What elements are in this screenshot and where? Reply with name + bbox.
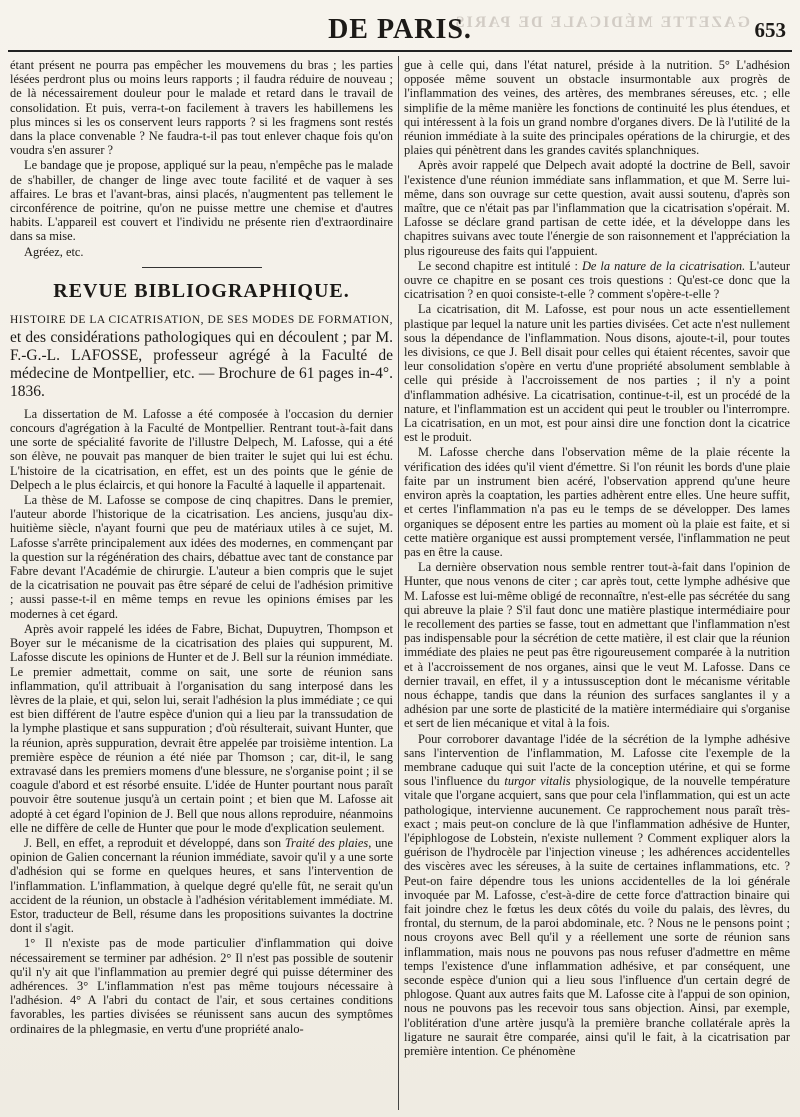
section-title: REVUE BIBLIOGRAPHIQUE. [53,279,350,302]
page-title: DE PARIS. [328,14,472,45]
show-through-text: GAZETTE MÉDICALE DE PARIS. [447,14,750,31]
text-run: L'auteur ouvre ce chapitre en se posant ces trois questions : Qu'est-ce donc que la cicatrisation ? en quoi consiste-t-elle ? comment s'opère-t-elle ? [404,258,790,302]
italic-title: De la nature de la cicatrisation. [581,258,746,273]
article-heading [10,310,393,401]
paragraph: La dernière observation nous semble rentrer tout-à-fait dans l'opinion de Hunter, que nous venons de citer ; car après tout, cette lymphe adhésive que M. Lafosse est lui-même obligé de reconnaître, n'est-elle pas sécrétée du sang qui abreuve la plaie ? S'il faut donc une matière plastique intermédiaire pour le recollement des parties se fasse, tout en admettant que l'inflammation n'est pas indispensable pour la sécrétion de cette matière, il est clair que la réunion immédiate des plaies ne peut pas être rigoureusement comparée à la nutrition et à l'accroissement de nos organes, ainsi que le veut M. Lafosse. Dans ce dernier travail, en effet, il y a intussusception dont le mécanisme véritable nous échappe, tandis que dans la réunion des surfaces sanglantes il y a adhésion par une sorte de plasticité de la matière intermédiaire qui s'organise et sert de lien mécanique et vital à la fois. [404,560,790,731]
paragraph: Après avoir rappelé que Delpech avait adopté la doctrine de Bell, savoir l'existence d'une réunion immédiate sans inflammation, et que M. Serre lui-même, dans son ouvrage sur cette question, avait aussi soutenu, d'après son maître, que ce n'était pas par l'inflammation que la cicatrisation s'opérait. M. Lafosse se déclare grand partisan de cette idée, et la développe dans les chapitres suivans avec toute l'énergie de son raisonnement et l'appréciation la plus rigoureuse des faits qui l'appuient. [404,158,790,258]
text-run: Pour corroborer davantage l'idée de la sécrétion de la lymphe adhésive sans l'intervention de l'inflammation, M. Lafosse cite l'exemple de la membrane caduque qui suit l'acte de la conception utérine, et qui se forme sous l'influence du [404,731,790,789]
paragraph: La dissertation de M. Lafosse a été composée à l'occasion du dernier concours d'agrégation à la Faculté de Montpellier. Rentrant tout-à-fait dans une sorte de spécialité favorite de l'illustre Delpech, M. Lafosse, qui a été son élève, ne pouvait pas manquer de bien traiter le sujet qui lui est échu. L'histoire de la cicatrisation, en effet, est un des points que le génie de Delpech a le plus éclaircis, et qui honore la Faculté à laquelle il appartenait. [10,406,393,492]
paragraph: 1° Il n'existe pas de mode particulier d'inflammation qui doive nécessairement se terminer par adhésion. 2° Il n'est pas possible de soutenir qu'il n'y ait que l'inflammation au premier degré qui puisse déterminer des adhérences. 3° L'inflammation n'est pas même toujours nécessaire à l'adhésion. 4° A l'abri du contact de l'air, et sous certaines conditions favorables, les parties divisées se réunissent sans aucun des symptômes ordinaires de la phlegmasie, en vertu d'une propriété analo- [10,936,393,1036]
column-divider [398,56,399,1110]
paragraph: étant présent ne pourra pas empêcher les mouvemens du bras ; les parties lésées perdront plus ou moins leurs rapports ; il faudra réduire de nouveau ; de là nécessairement douleur pour le malade et retard dans le travail de consolidation. Et puis, verra-t-on facilement à travers les habillemens les plus minces si les os conservent leurs rapports ? si les fragmens sont restés dans la place convenable ? Ne faudra-t-il pas tout enlever chaque fois qu'on voudra s'en assurer ? [10,58,393,158]
paragraph [10,836,393,935]
text-run: , une opinion de Galien concernant la réunion immédiate, savoir qu'il y a une sorte d'adhésion qui se forme en quelques heures, et sans l'intervention de l'inflammation. L'inflammation, à quelque degré qu'elle fût, ne serait qu'un accident de la réunion, un obstacle à l'adhésion véritablement immédiate. M. Estor, traducteur de Bell, résume dans les propositions suivantes la doctrine dont il s'agit. [10,835,393,936]
header-rule [8,50,792,52]
italic-term: turgor vitalis [504,774,571,789]
paragraph: M. Lafosse cherche dans l'observation même de la plaie récente la vérification des idées qu'il vient d'émettre. Si l'on réunit les bords d'une plaie faite par un instrument bien acéré, l'observation apprend qu'une heure environ après la coaptation, les parties adhèrent entre elles. Une heure suffit, et certes l'inflammation n'a pas eu le temps de se développer. Des lames organiques se déposent entre les parties au moment où la plaie est faite, et si cette matière organique est aussi promptement versée, l'inflammation ne peut pas en être la cause. [404,445,790,559]
signoff: Agréez, etc. [24,244,84,259]
paragraph [404,259,790,302]
right-column [404,58,790,1110]
paragraph: gue à celle qui, dans l'état naturel, préside à la nutrition. 5° L'adhésion opposée même souvent un obstacle insurmontable aux progrès de l'inflammation des veines, des artères, des membranes séreuses, etc. ; elle simplifie de la même manière les fonctions de continuité les plus étendues, et qui intéressent à la fois un grand nombre d'organes divers. De là l'utilité de la réunion immédiate à la suite des principales opérations de la chirurgie, et des plaies qui pénètrent dans les grandes cavités splanchniques. [404,58,790,158]
page-header [0,6,800,52]
page-number: 653 [754,18,786,42]
section-divider [142,267,262,268]
text-run: Le second chapitre est intitulé : [418,258,582,273]
paragraph: Après avoir rappelé les idées de Fabre, Bichat, Dupuytren, Thompson et Boyer sur le mécanisme de la cicatrisation des plaies qui suppurent, M. Lafosse discute les opinions de Hunter et de J. Bell sur la réunion immédiate. Le premier admettait, comme on sait, une sorte de réunion sans inflammation, qu'il attribuait à l'organisation du sang interposé dans les lèvres de la plaie, et qui, selon lui, serait l'adhésion la plus immédiate ; ce qui est bien différent de l'autre espèce d'union qui a lieu par la transsudation de la lymphe plastique et sans suppuration ; d'où résulterait, suivant Hunter, que la réunion, après suppuration, devrait être appelée par troisième intention. La première espèce de réunion a été niée par Thomson ; car, dit-il, le sang extravasé dans les premiers momens d'une blessure, ne s'organise point ; il se coagule d'abord et est résorbé ensuite. L'idée de Hunter pourtant nous paraît pouvoir être soutenue jusqu'à un certain point ; et bien que M. Lafosse ait adopté à cet égard l'opinion de J. Bell que nous allons reproduire, néanmoins elle ne diffère de celle de Hunter que pour le mode d'explication seulement. [10,621,393,835]
paragraph [404,732,790,1059]
text-run: J. Bell, en effet, a reproduit et développé, dans son [24,835,285,850]
italic-title: Traité des plaies [284,835,369,850]
text-run: physiologique, de la nouvelle température vitale que l'organe acquiert, sans que pour cela l'inflammation, qui est un acte pathologique, intervienne aucunement. Ce rapprochement nous paraît très-exact ; mais peut-on conclure de là que l'inflammation adhésive de Hunter, l'épiphlogose de Lobstein, n'existe nullement ? Comment expliquer alors la guérison de l'hydrocèle par l'injection vineuse ; les adhérences accidentelles des viscères avec les séreuses, à la suite de certaines inflammations, etc. ? Peut-on faire dépendre tous les unions accidentelles de la loi générale invoquée par M. Lafosse, c'est-à-dire de cette force d'attraction binaire qui fait joindre chez le fœtus les deux côtés du voile du palais, des lèvres, du frontal, du sternum, de la paroi abdominale, etc. ? Nous ne le pensons point ; nous croyons avec Bell qu'il y a réellement une sorte de réunion sans inflammation, mais nous ne pouvons pas nous refuser d'admettre en même temps l'existence d'une inflammation adhésive, et par conséquent, une seconde espèce d'union qui a lieu sous l'influence d'un certain degré de phlogose. Quant aux autres faits que M. Lafosse cite à l'appui de son opinion, nous ne pouvons pas les recevoir tous sans objection. Ainsi, par exemple, l'oblitération d'une artère jusqu'à la première branche collatérale après la ligature ne saurait être comparée, ainsi qu'il le fait, à la cicatrisation par première intention. Ce phénomène [404,774,790,1059]
paragraph: Le bandage que je propose, appliqué sur la peau, n'empêche pas le malade de s'habiller, de changer de linge avec toute facilité et de vaquer à ses affaires. Le bras et l'avant-bras, ainsi placés, n'augmentent pas tellement le circonférence de poitrine, qu'on ne puisse mettre une chemise et d'autres habits. L'appareil est couvert et l'individu ne présente rien d'extraordinaire dans sa mise. [10,158,393,244]
paragraph: La thèse de M. Lafosse se compose de cinq chapitres. Dans le premier, l'auteur aborde l'historique de la cicatrisation. Les anciens, jusqu'au dix-huitième siècle, n'ayant fourni que peu de matériaux utiles à ce sujet, M. Lafosse s'arrête principalement aux idées des modernes, en commençant par la question sur la régénération des chairs, débattue avec tant de constance par Fabre devant l'Académie de chirurgie. L'auteur a bien compris que le sujet de la cicatrisation ne pouvait pas être séparé de celui de l'adhésion primitive ; aussi passe-t-il en même temps en revue les opinions émises par les modernes à cet égard. [10,493,393,621]
paragraph: La cicatrisation, dit M. Lafosse, est pour nous un acte essentiellement plastique par lequel la nature unit les parties divisées. Cet acte n'est nullement sous la dépendance de l'inflammation. Nous disons, ajoute-t-il, pour toutes les divisions, ce que J. Bell disait pour celles qui étaient récentes, savoir que leur consolidation s'opère en vertu d'une propriété absolument semblable à celle qui préside à l'accroissement de nos parties ; il n'y a point d'inflammation adhésive. La cicatrisation, continue-t-il, est un procédé de la nature, et l'inflammation est un accident qui peut le troubler ou l'interrompre. La cicatrisation, en un mot, est pour ainsi dire une fonction dont la cicatrice est le produit. [404,302,790,445]
left-column [10,58,393,1110]
article-heading-caps: HISTOIRE DE LA CICATRISATION, DE SES MODES DE FORMATION, [10,313,393,326]
article-heading-rest: et des considérations pathologiques qui en découlent ; par M. F.-G.-L. LAFOSSE, professeur agrégé à la Faculté de médecine de Montpellier, etc. — Brochure de 61 pages in-4°. 1836. [10,328,393,400]
